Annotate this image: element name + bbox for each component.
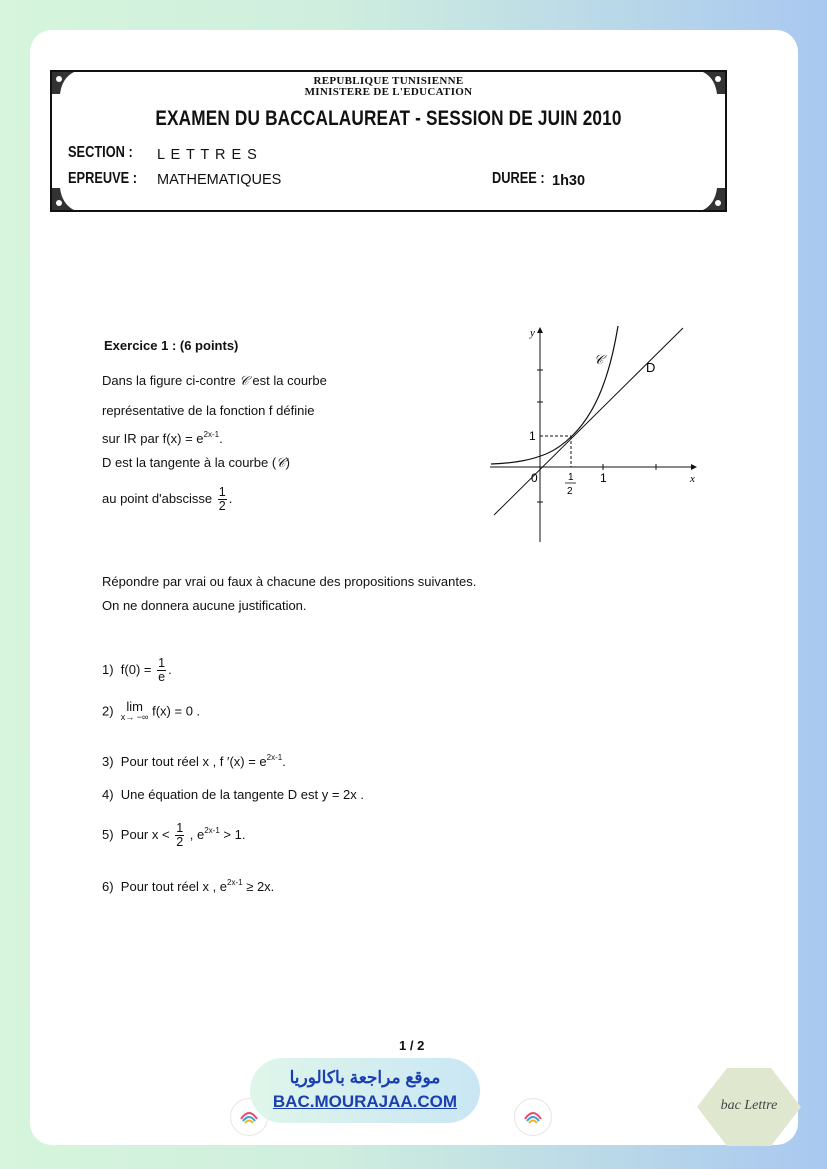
exam-title: EXAMEN DU BACCALAUREAT - SESSION DE JUIN 2010	[155, 107, 622, 130]
x-tick-label: 1	[600, 471, 607, 485]
fraction-one-over-e: $\frac{1}{e}$	[158, 656, 166, 684]
section-value: L E T T R E S	[157, 147, 258, 163]
proposition-5: 5) Pour x < $\frac{1}{2}$ , $e^{2x-1} > 1$.	[102, 821, 246, 849]
bac-lettre-logo	[697, 1068, 801, 1146]
proposition-6: 6) Pour tout réel x , $e^{2x-1} \ge 2x$.	[102, 878, 275, 894]
section-label: SECTION :	[68, 144, 133, 161]
function-graph	[486, 322, 706, 547]
intro-line-2: représentative de la fonction f définie	[102, 403, 315, 418]
intro-line-5: au point d'abscisse $\frac{1}{2}$ .	[102, 485, 233, 513]
intro-line-3: sur IR par $f(x) = e^{2x-1}$.	[102, 430, 223, 446]
fraction-half: $\frac{1}{2}$	[218, 485, 226, 513]
duree-label: DUREE :	[492, 170, 545, 187]
epreuve-label: EPREUVE :	[68, 170, 137, 187]
epreuve-value: MATHEMATIQUES	[157, 172, 282, 188]
x-tick-half-den: 2	[567, 486, 573, 497]
proposition-1: 1) f(0) = $\frac{1}{e}$ .	[102, 656, 172, 684]
corner-ornament-icon	[52, 188, 74, 210]
exercise-title: Exercice 1 : (6 points)	[104, 338, 239, 353]
instruction-line-2: On ne donnera aucune justification.	[102, 598, 307, 613]
y-tick-label: 1	[529, 429, 536, 443]
tangent-label: D	[646, 360, 656, 375]
curve-c	[491, 326, 618, 464]
site-url-link[interactable]: BAC.MOURAJAA.COM	[272, 1092, 458, 1111]
site-arabic-name: موقع مراجعة باكالوريا	[289, 1068, 441, 1087]
origin-label: 0	[531, 471, 538, 485]
republique-text: REPUBLIQUE TUNISIENNE MINISTERE DE L'EDUCATION	[304, 75, 473, 98]
x-tick-half-num: 1	[568, 472, 574, 483]
proposition-4: 4) Une équation de la tangente D est y = 2x .	[102, 787, 364, 802]
duree-value: 1h30	[552, 173, 586, 189]
site-logo-icon	[514, 1098, 552, 1136]
tangent-line-d	[494, 328, 683, 515]
proposition-3: 3) Pour tout réel x , f $'(x) = e^{2x-1}$.	[102, 753, 286, 769]
y-axis-label: y	[530, 327, 535, 339]
intro-line-4: D est la tangente à la courbe (𝒞)	[102, 455, 290, 470]
limit-notation: lim x→ −∞	[120, 699, 149, 722]
bac-lettre-text: bac Lettre	[720, 1098, 778, 1113]
instruction-line-1: Répondre par vrai ou faux à chacune des propositions suivantes.	[102, 574, 477, 589]
site-banner[interactable]	[250, 1058, 480, 1123]
proposition-2: 2) lim x→ −∞ f(x) = 0 .	[102, 699, 201, 722]
page-number: 1 / 2	[399, 1038, 425, 1053]
corner-ornament-icon	[703, 188, 725, 210]
exam-header-box	[50, 70, 727, 212]
curve-label: 𝒞	[594, 352, 604, 367]
intro-line-1: Dans la figure ci-contre 𝒞 est la courbe	[102, 373, 327, 388]
x-axis-label: x	[690, 473, 695, 485]
fraction-half: $\frac{1}{2}$	[176, 821, 184, 849]
